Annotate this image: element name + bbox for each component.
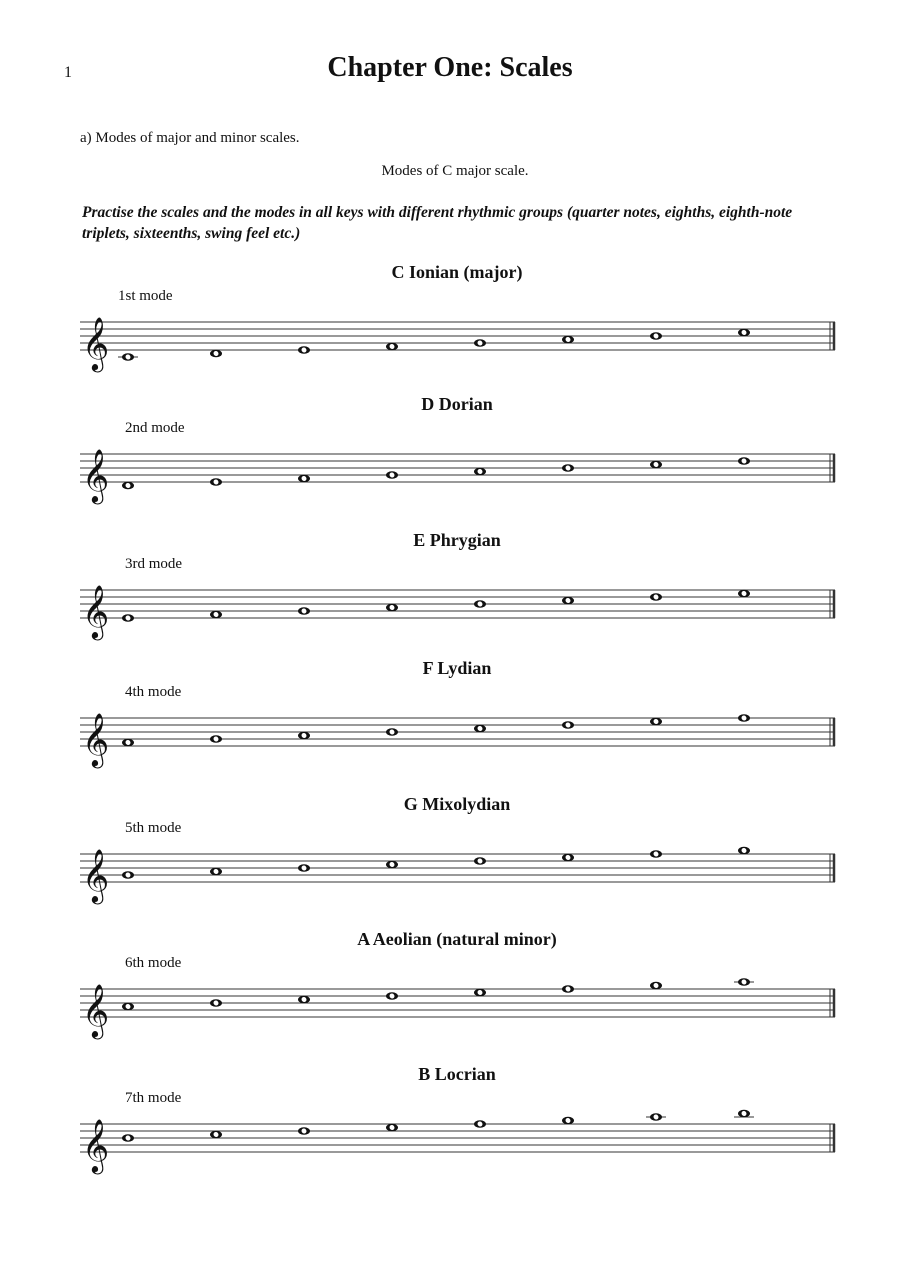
whole-note [738, 1110, 750, 1118]
treble-clef-icon: 𝄞 [82, 584, 110, 638]
mode-block [0, 530, 900, 650]
mode-number-label: 5th mode [125, 820, 182, 836]
staff [0, 302, 900, 392]
mode-number-label: 1st mode [118, 288, 173, 304]
whole-note [650, 461, 662, 469]
chapter-title: Chapter One: Scales [327, 52, 573, 83]
subheading: Modes of C major scale. [381, 163, 529, 179]
whole-note [298, 607, 310, 615]
whole-note [210, 478, 222, 486]
whole-note [210, 735, 222, 743]
staff [0, 698, 900, 788]
mode-block [0, 262, 900, 382]
whole-note [122, 739, 134, 747]
whole-note [650, 718, 662, 726]
mode-number-label: 2nd mode [125, 420, 185, 436]
treble-clef-icon: 𝄞 [82, 316, 110, 370]
whole-note [298, 732, 310, 740]
page-number: 1 [64, 64, 72, 81]
whole-note [474, 1120, 486, 1128]
mode-title: A Aeolian (natural minor) [357, 929, 557, 949]
whole-note [210, 350, 222, 358]
whole-note [210, 1131, 222, 1139]
whole-note [122, 1003, 134, 1011]
whole-note [562, 985, 574, 993]
treble-clef-icon: 𝄞 [82, 712, 110, 766]
whole-note [562, 854, 574, 862]
whole-note [298, 996, 310, 1004]
whole-note [474, 339, 486, 347]
whole-note [386, 604, 398, 612]
whole-note [650, 850, 662, 858]
mode-block [0, 929, 900, 1049]
mode-title: D Dorian [421, 394, 493, 414]
whole-note [122, 614, 134, 622]
whole-note [298, 864, 310, 872]
mode-number-label: 3rd mode [125, 556, 183, 572]
practice-instructions: Practise the scales and the modes in all keys with different rhythmic groups (quarter notes, eighths, eighth-note triplets, sixteenths, swing feel etc.) [82, 204, 793, 242]
mode-number-label: 4th mode [125, 684, 182, 700]
mode-block [0, 394, 900, 514]
whole-note [650, 982, 662, 990]
whole-note [562, 597, 574, 605]
whole-note [386, 343, 398, 351]
treble-clef-icon: 𝄞 [82, 983, 110, 1037]
mode-title: F Lydian [422, 658, 492, 678]
whole-note [474, 989, 486, 997]
whole-note [738, 714, 750, 722]
section-heading: a) Modes of major and minor scales. [80, 130, 300, 146]
mode-title: E Phrygian [413, 530, 501, 550]
whole-note [386, 992, 398, 1000]
whole-note [738, 457, 750, 465]
whole-note [122, 482, 134, 490]
mode-number-label: 6th mode [125, 955, 182, 971]
mode-title: C Ionian (major) [391, 262, 523, 282]
whole-note [650, 593, 662, 601]
whole-note [738, 847, 750, 855]
whole-note [298, 1127, 310, 1135]
mode-title: B Locrian [418, 1064, 496, 1084]
whole-note [474, 857, 486, 865]
staff [0, 1104, 900, 1194]
whole-note [210, 868, 222, 876]
mode-number-label: 7th mode [125, 1090, 182, 1106]
whole-note [298, 346, 310, 354]
treble-clef-icon: 𝄞 [82, 1118, 110, 1172]
mode-block [0, 658, 900, 778]
whole-note [562, 721, 574, 729]
staff [0, 834, 900, 924]
whole-note [738, 329, 750, 337]
whole-note [738, 590, 750, 598]
whole-note [474, 468, 486, 476]
treble-clef-icon: 𝄞 [82, 448, 110, 502]
mode-block [0, 794, 900, 914]
whole-note [474, 600, 486, 608]
whole-note [210, 999, 222, 1007]
treble-clef-icon: 𝄞 [82, 848, 110, 902]
whole-note [386, 1124, 398, 1132]
whole-note [738, 978, 750, 986]
mode-block [0, 1064, 900, 1184]
whole-note [386, 471, 398, 479]
whole-note [210, 611, 222, 619]
whole-note [122, 1134, 134, 1142]
whole-note [122, 353, 134, 361]
staff [0, 434, 900, 524]
staff [0, 969, 900, 1059]
whole-note [562, 336, 574, 344]
whole-note [650, 332, 662, 340]
staff [0, 570, 900, 660]
whole-note [298, 475, 310, 483]
whole-note [386, 861, 398, 869]
whole-note [562, 464, 574, 472]
whole-note [122, 871, 134, 879]
whole-note [474, 725, 486, 733]
whole-note [386, 728, 398, 736]
whole-note [562, 1117, 574, 1125]
mode-title: G Mixolydian [403, 794, 511, 814]
whole-note [650, 1113, 662, 1121]
